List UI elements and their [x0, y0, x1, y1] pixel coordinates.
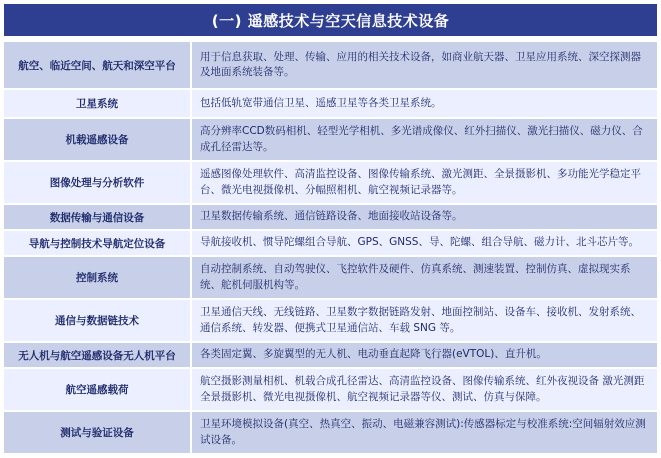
table-row: [4, 42, 657, 88]
row-key: 导航与控制技术导航定位设备: [4, 231, 192, 255]
table-row: [4, 257, 657, 298]
row-key: 测试与验证设备: [4, 412, 192, 453]
row-value: 遥感图像处理软件、高清监控设备、图像传输系统、激光测距、全景摄影机、多功能光学稳定平台、微光电视摄像机、分幅照相机、航空视频记录器等。: [192, 162, 657, 203]
row-key: 图像处理与分析软件: [4, 162, 192, 203]
table-row: [4, 300, 657, 341]
row-key: 无人机与航空遥感设备无人机平台: [4, 343, 192, 367]
row-value: 高分辨率CCD数码相机、轻型光学相机、多光谱成像仪、红外扫描仪、激光扫描仪、磁力仪、合成孔径雷达等。: [192, 119, 657, 160]
table-row: [4, 231, 657, 255]
table-row: [4, 343, 657, 367]
row-value: 导航接收机、惯导陀螺组合导航、GPS、GNSS、导、陀螺、组合导航、磁力计、北斗芯片等。: [192, 231, 657, 255]
row-value: 卫星数据传输系统、通信链路设备、地面接收站设备等。: [192, 205, 657, 229]
table-row: [4, 162, 657, 203]
row-key: 机载遥感设备: [4, 119, 192, 160]
table-row: [4, 205, 657, 229]
table-title: (一) 遥感技术与空天信息技术设备: [4, 4, 657, 36]
row-value: 包括低轨宽带通信卫星、遥感卫星等各类卫星系统。: [192, 90, 657, 117]
table-row: [4, 412, 657, 453]
table-row: [4, 90, 657, 117]
row-value: 用于信息获取、处理、传输、应用的相关技术设备，如商业航天器、卫星应用系统、深空探测器及地面系统装备等。: [192, 42, 657, 88]
row-key: 通信与数据链技术: [4, 300, 192, 341]
row-value: 航空摄影测量相机、机载合成孔径雷达、高清监控设备、图像传输系统、红外夜视设备 激光测距全景摄影机、微光电视摄像机、航空视频记录器等仪、测试、仿真与保障。: [192, 369, 657, 410]
table-row: [4, 369, 657, 410]
row-key: 卫星系统: [4, 90, 192, 117]
row-key: 数据传输与通信设备: [4, 205, 192, 229]
equipment-table: [4, 40, 657, 455]
row-key: 航空遥感载荷: [4, 369, 192, 410]
row-value: 自动控制系统、自动驾驶仪、飞控软件及硬件、仿真系统、测速装置、控制仿真、虚拟现实系统、舵机伺服机构等。: [192, 257, 657, 298]
row-value: 卫星环境模拟设备(真空、热真空、振动、电磁兼容测试):传感器标定与校准系统:空间辐射效应测试设备。: [192, 412, 657, 453]
row-key: 航空、临近空间、航天和深空平台: [4, 42, 192, 88]
row-value: 各类固定翼、多旋翼型的无人机、电动垂直起降飞行器(eVTOL)、直升机。: [192, 343, 657, 367]
row-value: 卫星通信天线、无线链路、卫星数字数据链路发射、地面控制站、设备车、接收机、发射系统、通信系统、转发器、便携式卫星通信站、车载 SNG 等。: [192, 300, 657, 341]
table-row: [4, 119, 657, 160]
row-key: 控制系统: [4, 257, 192, 298]
